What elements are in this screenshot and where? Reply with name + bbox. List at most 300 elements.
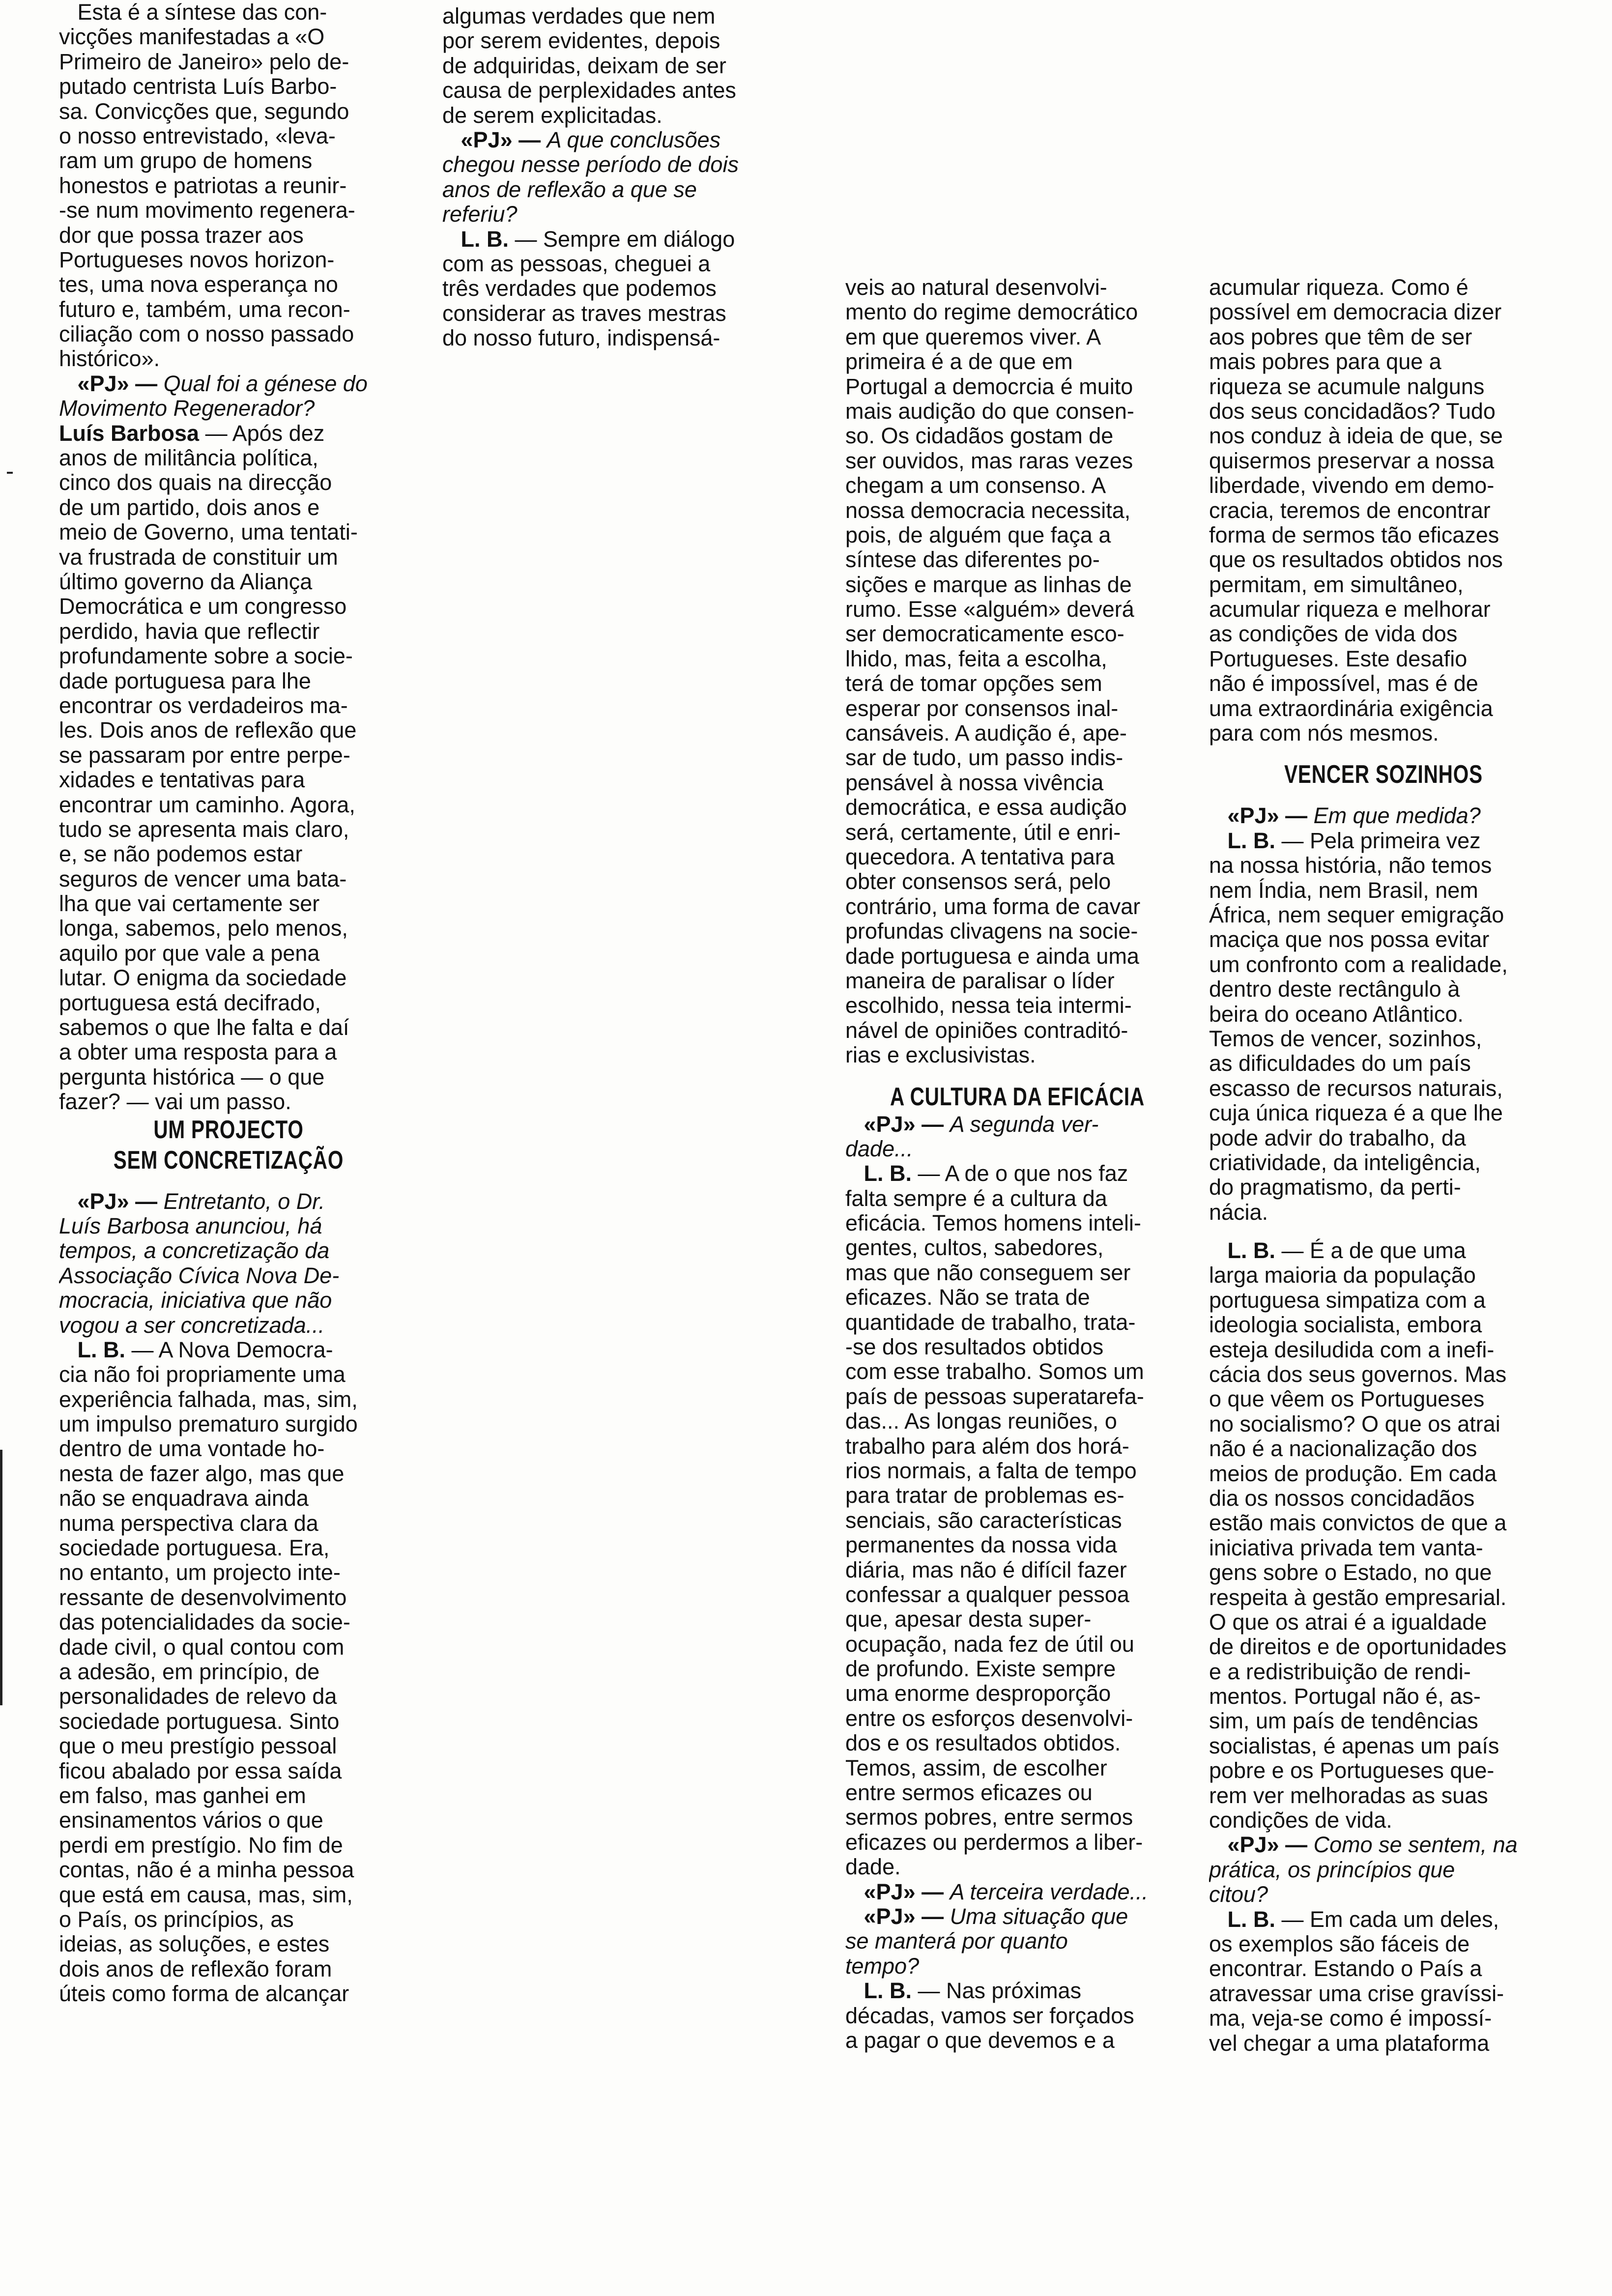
text-line [845, 349, 1189, 374]
body-text: sições e marque as linhas de [845, 572, 1132, 597]
text-line [59, 346, 398, 371]
text-line [1209, 1486, 1558, 1511]
body-text: respeita à gestão empresarial. [1209, 1584, 1507, 1610]
text-line [1209, 1932, 1558, 1956]
text-line [59, 1585, 398, 1610]
section-heading: SEM CONCRETIZAÇÃO [113, 1146, 344, 1175]
text-line [845, 498, 1189, 523]
text-line [1209, 1734, 1558, 1758]
body-text: so. Os cidadãos gostam de [845, 423, 1114, 449]
text-line [59, 421, 398, 446]
body-text: não é a nacionalização dos [1209, 1436, 1477, 1462]
body-text: encontrar. Estando o País a [1209, 1956, 1482, 1981]
body-text: entre sermos eficazes ou [845, 1780, 1093, 1806]
speaker-label: L. B. [59, 1337, 125, 1362]
body-text: larga maioria da população [1209, 1263, 1476, 1288]
body-text: nácia. [1209, 1199, 1268, 1225]
body-text: acumular riqueza e melhorar [1209, 597, 1491, 622]
body-text: encontrar um caminho. Agora, [59, 792, 355, 817]
text-line [845, 1533, 1189, 1557]
text-line [1209, 597, 1558, 622]
text-line [59, 1486, 398, 1511]
text-line [845, 845, 1189, 869]
text-line [845, 1508, 1189, 1533]
text-line [442, 326, 786, 350]
text-line [845, 671, 1189, 696]
body-text: a pagar o que devemos e a [845, 2027, 1115, 2053]
body-text: dor que possa trazer aos [59, 222, 304, 248]
text-line [442, 152, 786, 177]
body-text: eficazes ou perdermos a liber- [845, 1829, 1143, 1855]
text-line [845, 1780, 1189, 1805]
body-text: — Sempre em diálogo [509, 226, 735, 252]
section-heading: A CULTURA DA EFICÁCIA [890, 1082, 1145, 1111]
text-line [845, 597, 1189, 622]
text-line [845, 1979, 1189, 2003]
body-text: escasso de recursos naturais, [1209, 1075, 1503, 1101]
body-text: iniciativa privada tem vanta- [1209, 1535, 1483, 1560]
text-line [442, 103, 786, 128]
body-text: ram um grupo de homens [59, 148, 313, 173]
text-line [59, 1932, 398, 1956]
body-text: pode advir do trabalho, da [1209, 1125, 1466, 1150]
text-line [1209, 1907, 1558, 1932]
text-line [1209, 1288, 1558, 1313]
text-line [845, 1384, 1189, 1409]
body-text: lha que vai certamente ser [59, 891, 320, 917]
body-text: cia não foi propriamente uma [59, 1362, 345, 1387]
text-line [845, 1310, 1189, 1335]
text-line [442, 301, 786, 326]
text-line [1209, 1833, 1558, 1857]
body-text: — A de o que nos faz [912, 1161, 1128, 1186]
body-text: cácia dos seus governos. Mas [1209, 1362, 1507, 1387]
text-line [59, 74, 398, 99]
body-text: mais audição do que consen- [845, 398, 1134, 424]
text-line [59, 817, 398, 842]
text-line [1209, 2031, 1558, 2056]
text-line [1209, 1882, 1558, 1907]
text-line [442, 128, 786, 152]
body-text: e, se não podemos estar [59, 841, 303, 867]
text-line [1209, 1808, 1558, 1833]
text-line [1209, 647, 1558, 671]
body-text: anos de militância política, [59, 445, 318, 471]
text-line [59, 644, 398, 668]
text-line [59, 1957, 398, 1981]
question-text: Uma situação que [950, 1904, 1128, 1929]
text-line [845, 573, 1189, 597]
paragraph-gap [1209, 790, 1558, 804]
body-text: de adquiridas, deixam de ser [442, 53, 726, 78]
body-text: Primeiro de Janeiro» pelo de- [59, 49, 349, 74]
body-text: nos conduz à ideia de que, se [1209, 423, 1503, 449]
body-text: cansáveis. A audição é, ape- [845, 720, 1127, 746]
body-text: de profundo. Existe sempre [845, 1656, 1116, 1682]
question-text: A que conclusões [547, 127, 721, 152]
body-text: um impulso prematuro surgido [59, 1411, 358, 1437]
text-line [1209, 977, 1558, 1002]
text-line [845, 1043, 1189, 1067]
body-text: causa de perplexidades antes [442, 78, 736, 103]
text-line [1209, 1338, 1558, 1362]
body-text: úteis como forma de alcançar [59, 1981, 349, 2007]
body-text: décadas, vamos ser forçados [845, 2003, 1134, 2028]
text-line [59, 1635, 398, 1660]
text-line [59, 173, 398, 198]
text-line [845, 1855, 1189, 1879]
body-text: contrário, uma forma de cavar [845, 893, 1141, 919]
text-line [845, 547, 1189, 572]
text-line [59, 272, 398, 297]
text-line [59, 1734, 398, 1758]
scan-edge-mark [0, 1450, 2, 1705]
body-text: com esse trabalho. Somos um [845, 1359, 1144, 1384]
text-line [442, 252, 786, 276]
text-line [845, 1558, 1189, 1582]
body-text: acumular riqueza. Como é [1209, 275, 1468, 300]
text-line [1209, 573, 1558, 597]
body-text: senciais, são características [845, 1507, 1122, 1533]
body-text: na nossa história, não temos [1209, 853, 1492, 878]
body-text: ressante de desenvolvimento [59, 1584, 347, 1610]
body-text: para tratar de problemas es- [845, 1483, 1124, 1508]
text-line [1209, 829, 1558, 853]
text-line [845, 1459, 1189, 1483]
text-line [1209, 1560, 1558, 1585]
body-text: criatividade, da inteligência, [1209, 1149, 1481, 1175]
text-line [1209, 449, 1558, 473]
body-text: personalidades de relevo da [59, 1684, 337, 1709]
body-text: — É a de que uma [1275, 1238, 1466, 1263]
text-line [59, 718, 398, 743]
text-line [1209, 952, 1558, 977]
text-line [1209, 622, 1558, 646]
body-text: estão mais convictos de que a [1209, 1510, 1507, 1536]
text-line [845, 721, 1189, 746]
text-line [845, 969, 1189, 993]
text-line [59, 1436, 398, 1461]
text-line [1209, 1858, 1558, 1882]
body-text: sociedade portuguesa. Era, [59, 1535, 330, 1561]
text-line [59, 99, 398, 124]
body-text: ficou abalado por essa saída [59, 1758, 342, 1783]
body-text: quisermos preservar a nossa [1209, 448, 1495, 473]
body-text: liberdade, vivendo em demo- [1209, 473, 1495, 498]
text-line [845, 622, 1189, 646]
body-text: a adesão, em princípio, de [59, 1659, 320, 1684]
body-text: algumas verdades que nem [442, 4, 716, 29]
body-text: possível em democracia dizer [1209, 299, 1502, 325]
question-text: Associação Cívica Nova De- [59, 1263, 340, 1288]
body-text: um confronto com a realidade, [1209, 951, 1508, 977]
text-line [845, 1582, 1189, 1607]
section-heading: UM PROJECTO [153, 1115, 304, 1144]
body-text: ser democraticamente esco- [845, 621, 1124, 647]
body-text: ma, veja-se como é impossí- [1209, 2006, 1492, 2031]
text-line [845, 2004, 1189, 2028]
body-text: nem Índia, nem Brasil, nem [1209, 877, 1478, 903]
body-text: permitam, em simultâneo, [1209, 572, 1464, 597]
body-text: honestos e patriotas a reunir- [59, 172, 347, 198]
body-text: diária, mas não é difícil fazer [845, 1557, 1127, 1582]
text-line [1209, 1709, 1558, 1733]
body-text: falta sempre é a cultura da [845, 1185, 1107, 1211]
body-text: nossa democracia necessita, [845, 497, 1131, 523]
text-line [59, 1412, 398, 1436]
speaker-label: L. B. [1209, 1906, 1275, 1932]
text-line [59, 619, 398, 644]
text-line [1209, 1981, 1558, 2006]
text-line [1209, 1511, 1558, 1535]
body-text: do nosso futuro, indispensá- [442, 325, 720, 351]
text-line [845, 1434, 1189, 1459]
text-line [845, 771, 1189, 795]
body-text: contas, não é a minha pessoa [59, 1857, 354, 1883]
body-text: Portugueses. Este desafio [1209, 646, 1468, 671]
text-line [845, 1235, 1189, 1260]
text-line [59, 1536, 398, 1560]
body-text: O que os atrai é a igualdade [1209, 1609, 1487, 1635]
body-text: dia os nossos concidadãos [1209, 1485, 1475, 1511]
body-text: perdido, havia que reflectir [59, 618, 320, 644]
text-line [845, 1929, 1189, 1953]
text-line [1209, 721, 1558, 746]
text-line [1209, 1150, 1558, 1175]
text-line [845, 696, 1189, 721]
body-text: e a redistribuição de rendi- [1209, 1659, 1471, 1684]
text-line [59, 1684, 398, 1709]
text-line [59, 570, 398, 594]
question-text: prática, os princípios que [1209, 1857, 1455, 1882]
text-line [1209, 1175, 1558, 1200]
body-text: último governo da Aliança [59, 569, 313, 594]
body-text: no entanto, um projecto inte- [59, 1560, 341, 1585]
text-line [59, 25, 398, 49]
text-line [59, 470, 398, 495]
question-text: Qual foi a génese do [163, 371, 368, 396]
text-line [845, 1805, 1189, 1830]
body-text: nesta de fazer algo, mas que [59, 1461, 345, 1486]
body-text: dade civil, o qual contou com [59, 1634, 345, 1660]
body-text: meio de Governo, uma tentati- [59, 519, 358, 545]
text-line [845, 1409, 1189, 1434]
body-text: — Após dez [199, 420, 325, 446]
body-text: para com nós mesmos. [1209, 720, 1439, 746]
text-line [1209, 1387, 1558, 1411]
body-text: mas que não conseguem ser [845, 1260, 1131, 1285]
body-text: pois, de alguém que faça a [845, 522, 1111, 547]
text-line [442, 29, 786, 53]
text-line [845, 1186, 1189, 1211]
text-line [1209, 374, 1558, 399]
text-line [845, 374, 1189, 399]
article-column-1 [59, 0, 398, 2187]
text-line [845, 1261, 1189, 1285]
text-line [845, 275, 1189, 300]
text-line [59, 594, 398, 619]
text-line [1209, 878, 1558, 903]
question-text: chegou nesse período de dois [442, 152, 739, 177]
section-heading: VENCER SOZINHOS [1284, 760, 1483, 789]
text-line [1209, 1263, 1558, 1288]
text-line [1209, 1126, 1558, 1150]
body-text: les. Dois anos de reflexão que [59, 718, 357, 743]
text-line [845, 449, 1189, 473]
text-line [1209, 853, 1558, 878]
article-column-3 [845, 275, 1189, 2192]
body-text: nável de opiniões contraditó- [845, 1017, 1128, 1043]
text-line [59, 1288, 398, 1313]
text-line [59, 916, 398, 941]
question-text: vogou a ser concretizada... [59, 1312, 325, 1338]
text-line [1209, 696, 1558, 721]
text-line [442, 227, 786, 252]
text-line [442, 54, 786, 78]
body-text: pensável à nossa vivência [845, 770, 1104, 795]
speaker-label: Luís Barbosa [59, 420, 200, 446]
text-line [845, 1830, 1189, 1855]
text-line [59, 1858, 398, 1882]
body-text: eficácia. Temos homens inteli- [845, 1210, 1141, 1236]
text-line [59, 867, 398, 891]
body-text: pobre e os Portugueses que- [1209, 1758, 1495, 1783]
body-text: mais pobres para que a [1209, 349, 1441, 374]
text-line [59, 1362, 398, 1387]
body-text: Esta é a síntese das con- [59, 0, 327, 25]
speaker-label: «PJ» — [845, 1879, 950, 1904]
body-text: rios normais, a falta de tempo [845, 1458, 1137, 1483]
text-line [845, 300, 1189, 324]
body-text: riqueza se acumule nalguns [1209, 373, 1485, 399]
body-text: em falso, mas ganhei em [59, 1782, 306, 1808]
body-text: esteja desiludida com a inefi- [1209, 1337, 1495, 1362]
text-line [59, 1833, 398, 1858]
text-line [845, 1706, 1189, 1731]
body-text: cinco dos quais na direcção [59, 470, 332, 495]
body-text: beira do oceano Atlântico. [1209, 1001, 1464, 1027]
body-text: mentos. Portugal não é, as- [1209, 1684, 1481, 1709]
text-line [845, 993, 1189, 1018]
article-column-4 [1209, 275, 1558, 2192]
text-line [1209, 275, 1558, 300]
text-line [845, 795, 1189, 820]
body-text: África, nem sequer emigração [1209, 902, 1504, 927]
text-line [442, 177, 786, 202]
body-text: Temos, assim, de escolher [845, 1755, 1107, 1780]
body-text: maneira de paralisar o líder [845, 968, 1115, 993]
body-text: sar de tudo, um passo indis- [845, 745, 1123, 771]
speaker-label: L. B. [845, 1978, 912, 2004]
question-text: tempos, a concretização da [59, 1238, 330, 1263]
text-line [845, 1731, 1189, 1755]
body-text: aos pobres que têm de ser [1209, 324, 1472, 349]
question-text: mocracia, iniciativa que não [59, 1288, 332, 1313]
text-line [442, 4, 786, 29]
body-text: lhido, mas, feita a escolha, [845, 646, 1107, 671]
text-line [1209, 1313, 1558, 1337]
paragraph-gap [59, 1176, 398, 1189]
body-text: uma enorme desproporção [845, 1681, 1111, 1706]
scan-edge-mark [7, 472, 13, 474]
body-text: escolhido, nessa teia intermi- [845, 993, 1132, 1018]
text-line [1209, 1956, 1558, 1981]
text-line [1209, 927, 1558, 952]
text-line [1209, 2006, 1558, 2031]
text-line [845, 1137, 1189, 1161]
question-text: Como se sentem, na [1313, 1832, 1518, 1858]
body-text: de direitos e de oportunidades [1209, 1634, 1507, 1660]
text-line [442, 276, 786, 301]
body-text: dos e os resultados obtidos. [845, 1730, 1121, 1756]
speaker-label: «PJ» — [845, 1904, 950, 1929]
text-line [845, 746, 1189, 770]
text-line [845, 1359, 1189, 1384]
body-text: das... As longas reuniões, o [845, 1408, 1117, 1434]
body-text: sociedade portuguesa. Sinto [59, 1708, 340, 1734]
paragraph-gap [1209, 746, 1558, 759]
text-line [59, 446, 398, 470]
body-text: obter consensos será, pelo [845, 869, 1111, 894]
body-text: será, certamente, útil e enri- [845, 819, 1121, 845]
body-text: futuro e, também, uma recon- [59, 296, 350, 322]
body-text: rumo. Esse «alguém» deverá [845, 597, 1134, 622]
body-text: xidades e tentativas para [59, 767, 305, 793]
body-text: portuguesa está decifrado, [59, 990, 321, 1015]
text-line [845, 1211, 1189, 1235]
body-text: com as pessoas, cheguei a [442, 251, 711, 276]
body-text: que o meu prestígio pessoal [59, 1733, 337, 1759]
text-line [1209, 523, 1558, 547]
body-text: ocupação, nada fez de útil ou [845, 1631, 1134, 1657]
body-text: — Em cada um deles, [1275, 1906, 1499, 1932]
text-line [845, 869, 1189, 894]
text-line [1209, 1076, 1558, 1101]
question-text: citou? [1209, 1882, 1268, 1907]
text-line [59, 0, 398, 25]
text-line [1209, 349, 1558, 374]
text-line [845, 944, 1189, 969]
body-text: ideias, as soluções, e estes [59, 1931, 330, 1957]
text-line [1209, 903, 1558, 927]
text-line [1209, 547, 1558, 572]
body-text: aquilo por que vale a pena [59, 940, 320, 966]
text-line [845, 1681, 1189, 1706]
text-line [845, 2028, 1189, 2053]
body-text: não é impossível, mas é de [1209, 671, 1478, 696]
body-text: va frustrada de constituir um [59, 544, 338, 570]
text-line [59, 693, 398, 718]
text-line [59, 1214, 398, 1238]
body-text: putado centrista Luís Barbo- [59, 74, 337, 99]
body-text: veis ao natural desenvolvi- [845, 275, 1107, 300]
text-line [59, 669, 398, 693]
body-text: — Pela primeira vez [1275, 828, 1481, 853]
text-line [59, 322, 398, 346]
body-text: histórico». [59, 346, 160, 372]
text-line [59, 297, 398, 322]
text-line [59, 891, 398, 916]
body-text: das potencialidades da socie- [59, 1609, 350, 1635]
text-line [59, 1387, 398, 1412]
text-line [1209, 1585, 1558, 1610]
body-text: longa, sabemos, pelo menos, [59, 916, 348, 941]
body-text: Portugal a democrcia é muito [845, 373, 1133, 399]
body-text: tudo se apresenta mais claro, [59, 816, 349, 842]
text-line [59, 396, 398, 421]
speaker-label: «PJ» — [59, 371, 164, 396]
body-text: maciça que nos possa evitar [1209, 927, 1490, 952]
